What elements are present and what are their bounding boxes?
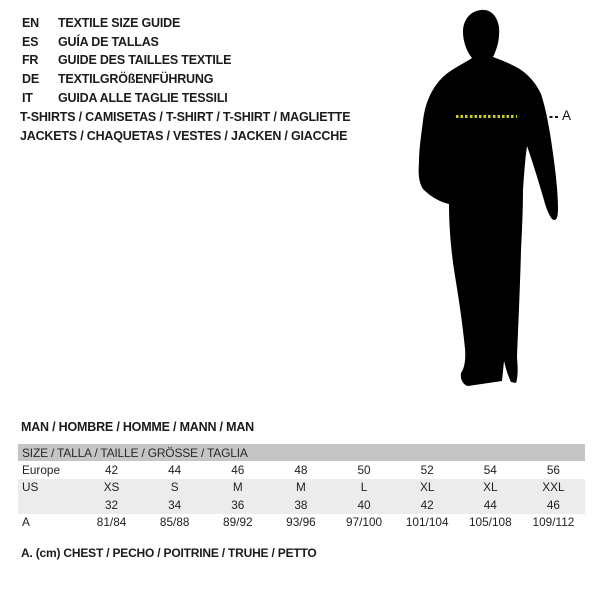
size-cell: 93/96 (286, 515, 316, 530)
size-cell: 81/84 (96, 515, 127, 530)
size-cell: 109/112 (532, 515, 575, 530)
size-cell: XS (103, 480, 120, 495)
size-cell: L (360, 480, 368, 495)
language-name: TEXTILGRÖßENFÜHRUNG (58, 72, 214, 87)
size-cell: 40 (357, 497, 371, 512)
size-cell: XXL (542, 480, 565, 495)
table-row-us (18, 479, 585, 497)
size-cell: 32 (105, 497, 119, 512)
chest-measure-line (456, 115, 517, 118)
size-cell: 52 (420, 462, 434, 477)
size-cell: 44 (168, 462, 182, 477)
language-row (22, 88, 231, 107)
size-cell: 38 (294, 497, 308, 512)
language-code: IT (22, 90, 33, 105)
measurement-footnote: A. (cm) CHEST / PECHO / POITRINE / TRUHE / PETTO (21, 546, 317, 560)
size-cell: 89/92 (223, 515, 253, 530)
row-label: A (22, 515, 30, 530)
language-name: GUIDA ALLE TAGLIE TESSILI (58, 90, 228, 105)
size-cell: 42 (105, 462, 119, 477)
size-cell: 44 (483, 497, 497, 512)
size-cell: 85/88 (159, 515, 190, 530)
garment-line-jackets: JACKETS / CHAQUETAS / VESTES / JACKEN / GIACCHE (20, 128, 348, 143)
size-cell: 46 (231, 462, 245, 477)
size-cell: 46 (546, 497, 560, 512)
size-cell: M (232, 480, 243, 495)
size-table-header: SIZE / TALLA / TAILLE / GRÖSSE / TAGLIA (18, 444, 585, 461)
size-cell: 97/100 (346, 515, 383, 530)
table-row-us-numeric (18, 496, 585, 514)
language-row (22, 51, 231, 70)
size-cell: 48 (294, 462, 308, 477)
language-name: TEXTILE SIZE GUIDE (58, 16, 181, 31)
language-code: ES (22, 34, 39, 49)
measure-label-a: A (562, 108, 572, 123)
size-cell: XL (419, 480, 435, 495)
garment-type-list (20, 110, 350, 148)
size-cell: M (296, 480, 306, 495)
size-cell: 54 (483, 462, 497, 477)
man-silhouette (405, 0, 600, 400)
language-list (22, 14, 231, 107)
size-cell: 36 (231, 497, 245, 512)
size-cell: 50 (357, 462, 371, 477)
language-row (22, 70, 231, 89)
language-name: GUIDE DES TAILLES TEXTILE (58, 53, 232, 68)
size-cell: 34 (168, 497, 182, 512)
size-cell: 105/108 (468, 515, 512, 530)
table-row-chest-a (18, 514, 585, 532)
measure-extension-line (544, 116, 560, 118)
language-row (22, 33, 231, 52)
size-cell: 56 (546, 462, 560, 477)
language-code: EN (22, 16, 39, 31)
table-row-europe (18, 461, 585, 479)
size-table (18, 444, 585, 531)
size-cell: 42 (420, 497, 434, 512)
garment-line-tshirts: T-SHIRTS / CAMISETAS / T-SHIRT / T-SHIRT / MAGLIETTE (20, 110, 351, 124)
section-title-man: MAN / HOMBRE / HOMME / MANN / MAN (21, 420, 254, 434)
row-label: US (22, 480, 39, 495)
language-row (22, 14, 231, 33)
row-label: Europe (22, 462, 61, 477)
language-code: FR (22, 53, 39, 68)
size-cell: S (170, 480, 179, 495)
language-code: DE (22, 72, 39, 87)
size-cell: 101/104 (405, 515, 449, 530)
language-name: GUÍA DE TALLAS (58, 34, 159, 49)
man-figure (405, 0, 600, 400)
size-cell: XL (483, 480, 498, 495)
